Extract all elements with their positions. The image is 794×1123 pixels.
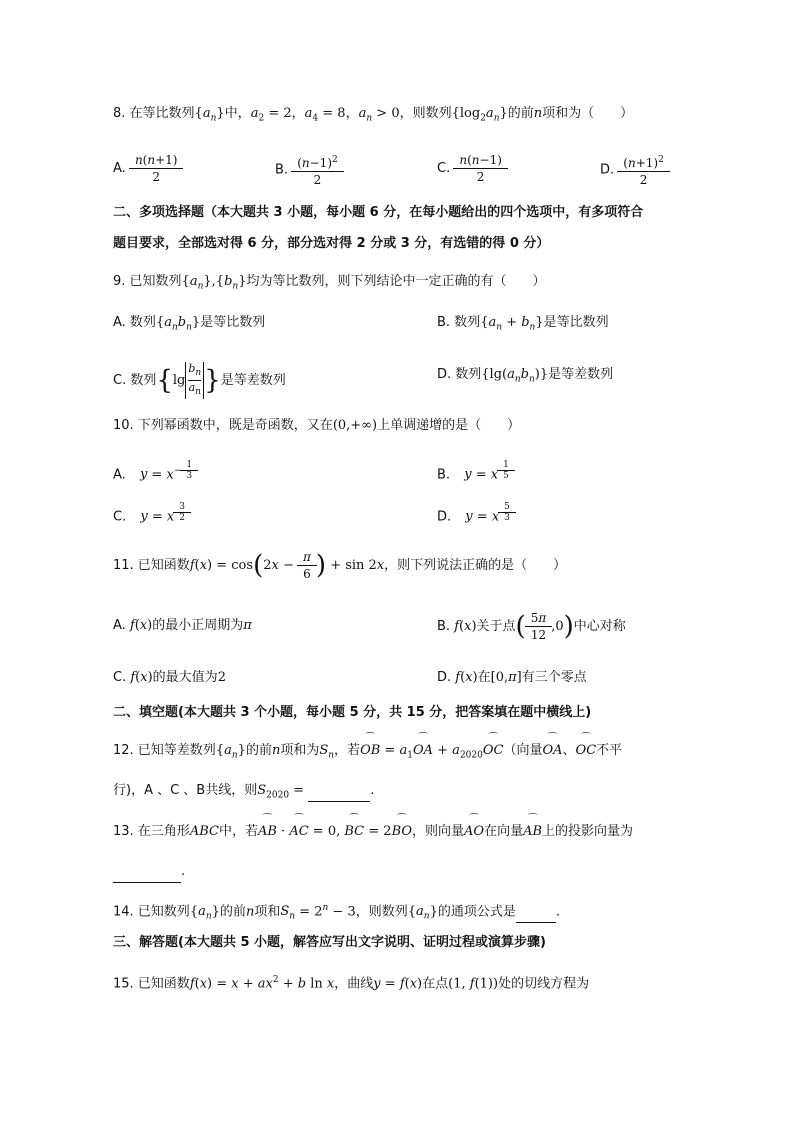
- q12-answer-blank[interactable]: [308, 781, 370, 802]
- section-fill-blank-title: 二、填空题(本大题共 3 个小题，每小题 5 分，共 15 分，把答案填在题中横线上): [113, 705, 592, 720]
- q13-answer-blank[interactable]: [113, 862, 181, 883]
- q9-option-d: D. 数列$\{\lg(a_nb_n)\}$是等差数列: [437, 367, 614, 385]
- q8-option-d: D. $\frac{(n+1)^2}{2}$: [600, 152, 669, 188]
- section-multi-choice-title-line1: 二、多项选择题（本大题共 3 小题，每小题 6 分，在每小题给出的四个选项中，有多项符合: [113, 205, 644, 220]
- q10-option-a: A. $y = x^{- \frac{1}{3}}$: [113, 460, 197, 485]
- q9-option-a: A. 数列$\{a_nb_n\}$是等比数列: [113, 315, 266, 333]
- q8-option-a-formula: $\frac{n(n+1)}{2}$: [132, 152, 181, 185]
- q8-option-c: C. $\frac{n(n-1)}{2}$: [437, 152, 507, 185]
- q11-option-b: B. f(x)关于点( $\frac{5\pi}{12}$ ,0)中心对称: [437, 611, 626, 642]
- q13-line2: .: [113, 862, 185, 883]
- q13-line1: 13. 在三角形ABC中，若⌒ AB · ⌒ AC = 0, ⌒ BC = 2⌒ BO，则向量⌒ AO在向量⌒ AB上的投影向量为: [113, 822, 633, 842]
- q11-stem: 11. 已知函数f(x) = cos(2x − $\frac{\pi}{6}$ ) + sin 2x，则下列说法正确的是（ ）: [113, 550, 567, 581]
- q8-stem: 8. 在等比数列$\{a_n\}$中，$a_2 = 2$，$a_4 = 8$，$a_n > 0$，则数列$\{\log_2a_n\}$的前n项和为（ ）: [113, 106, 634, 124]
- q11-option-a: A. f(x)的最小正周期为π: [113, 618, 252, 633]
- q8-option-d-formula: $\frac{(n+1)^2}{2}$: [620, 152, 667, 188]
- q10-option-b: B. y = x $^{\frac{1}{5}}$: [437, 460, 514, 485]
- section-multi-choice-title-line2: 题目要求，全部选对得 6 分，部分选对得 2 分或 3 分，有选错的得 0 分）: [113, 236, 550, 251]
- q10-stem: 10. 下列幂函数中，既是奇函数，又在(0,+∞)上单调递增的是（ ）: [113, 418, 521, 433]
- q14-answer-blank[interactable]: [516, 902, 556, 923]
- q12-line2: 行)，A 、C 、B共线，则$S_{2020}$ = .: [113, 783, 375, 801]
- q11-option-c: C. f(x)的最大值为2: [113, 670, 226, 685]
- q9-option-c: C. 数列{lg $\frac{b_n}{a_n}$ }是等差数列: [113, 362, 286, 398]
- q8-option-a: A. $\frac{n(n+1)}{2}$: [113, 152, 182, 185]
- q9-option-b: B. 数列$\{a_n + b_n\}$是等比数列: [437, 315, 609, 333]
- q10-option-c: C. y = x $^{\frac{3}{2}}$: [113, 502, 190, 527]
- q8-stem-text: 8. 在等比数列: [113, 106, 195, 121]
- q15-stem: 15. 已知函数$f(x) = x + ax^2 + b$ ln x，曲线y = f(x)在点(1, f(1))处的切线方程为: [113, 975, 590, 992]
- section-solution-title: 三、解答题(本大题共 5 小题，解答应写出文字说明、证明过程或演算步骤): [113, 935, 546, 950]
- q8-option-b-formula: $\frac{(n-1)^2}{2}$: [294, 152, 341, 188]
- q14-stem: 14. 已知数列$\{a_n\}$的前n项和$S_n = 2^n - 3$，则数列$\{a_n\}$的通项公式是 .: [113, 903, 561, 922]
- q11-option-d: D. f(x)在[0,π]有三个零点: [437, 670, 587, 685]
- q12-line1: 12. 已知等差数列$\{a_n\}$的前n项和为$S_n$，若⌒ OB = $a_1⌒$ OA + $a_{2020}⌒$ OC（向量⌒ OA、⌒ OC不平: [113, 741, 622, 766]
- q9-stem: 9. 已知数列$\{a_n\},\{b_n\}$均为等比数列，则下列结论中一定正确的有（ ）: [113, 274, 546, 292]
- q8-option-c-formula: $\frac{n(n-1)}{2}$: [456, 152, 505, 185]
- q8-option-b: B. $\frac{(n-1)^2}{2}$: [275, 152, 343, 188]
- q10-option-d: D. y = x $^{\frac{5}{3}}$: [437, 502, 515, 527]
